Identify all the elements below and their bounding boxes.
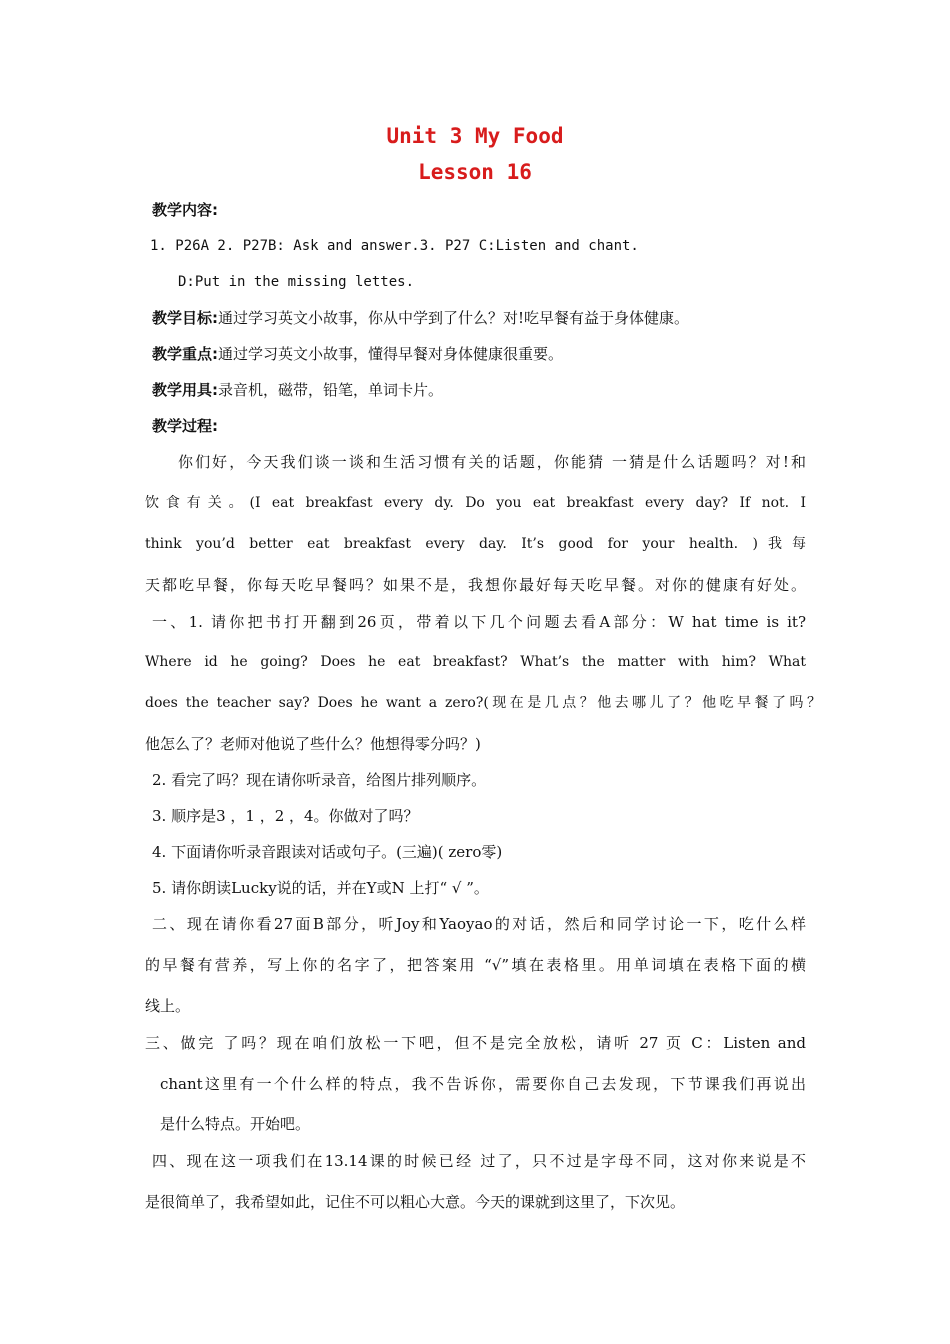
goal-text: 通过学习英文小故事，你从中学到了什么？对!吃早餐有益于身体健康。 [218,309,690,327]
focus-label: 教学重点: [152,345,218,363]
content-line-2: D:Put in the missing lettes. [178,274,415,290]
content-heading: 教学内容: [152,201,218,219]
goal-row [152,308,689,328]
part1-line: does the teacher say? Does he want a zero?(现在是几点？他去哪儿了？他吃早餐了吗？ [145,695,821,711]
part2-line: 线上。 [145,997,191,1015]
tools-label: 教学用具: [152,381,218,399]
content-line-1: 1. P26A 2. P27B: Ask and answer.3. P27 C:Listen and chant. [150,238,639,254]
focus-row [152,344,563,364]
process-heading: 教学过程: [152,417,218,435]
step-line: 4. 下面请你听录音跟读对话或句子。(三遍)( zero零) [152,843,503,861]
part4-line: 是很简单了，我希望如此，记住不可以粗心大意。今天的课就到这里了，下次见。 [145,1193,686,1211]
part2-line: 二、现在请你看27面B部分，听Joy和Yaoyao的对话，然后和同学讨论一下，吃什么样 [152,915,806,933]
step-line: 3. 顺序是3 ，1 ，2 ，4。你做对了吗？ [152,807,419,825]
step-line: 5. 请你朗读Lucky说的话，并在Y或N 上打“ √ ”。 [152,879,489,897]
document-subtitle: Lesson 16 [418,160,532,184]
goal-label: 教学目标: [152,309,218,327]
part1-line: 一、1. 请你把书打开翻到26页，带着以下几个问题去看A部分：W hat time is it? [152,613,806,631]
part3-line: 是什么特点。开始吧。 [160,1115,311,1133]
part1-line: Where id he going? Does he eat breakfast? What’s the matter with him? What [145,654,806,670]
intro-line: 天都吃早餐，你每天吃早餐吗？如果不是，我想你最好每天吃早餐。对你的健康有好处。 [145,576,806,594]
tools-text: 录音机，磁带，铅笔，单词卡片。 [218,381,444,399]
part4-line: 四、现在这一项我们在13.14课的时候已经 过了，只不过是字母不同，这对你来说是不 [152,1152,806,1170]
part1-line: 他怎么了？老师对他说了些什么？他想得零分吗？) [145,735,481,753]
intro-line: 饮食有关。(I eat breakfast every dy. Do you eat breakfast every day? If not. I [145,495,806,511]
part3-line: 三、做完 了吗？现在咱们放松一下吧，但不是完全放松，请听 27 页 C：Listen and [145,1034,806,1052]
part3-line: chant这里有一个什么样的特点，我不告诉你，需要你自己去发现，下节课我们再说出 [160,1075,806,1093]
document-title: Unit 3 My Food [386,124,564,148]
tools-row [152,380,443,400]
intro-line: think you’d better eat breakfast every day. It’s good for your health. )我每 [145,536,806,552]
step-line: 2. 看完了吗？现在请你听录音，给图片排列顺序。 [152,771,487,789]
focus-text: 通过学习英文小故事，懂得早餐对身体健康很重要。 [218,345,564,363]
part2-line: 的早餐有营养，写上你的名字了，把答案用 “√”填在表格里。用单词填在表格下面的横 [145,956,806,974]
intro-line: 你们好，今天我们谈一谈和生活习惯有关的话题，你能猜 一猜是什么话题吗？对!和 [178,453,806,471]
